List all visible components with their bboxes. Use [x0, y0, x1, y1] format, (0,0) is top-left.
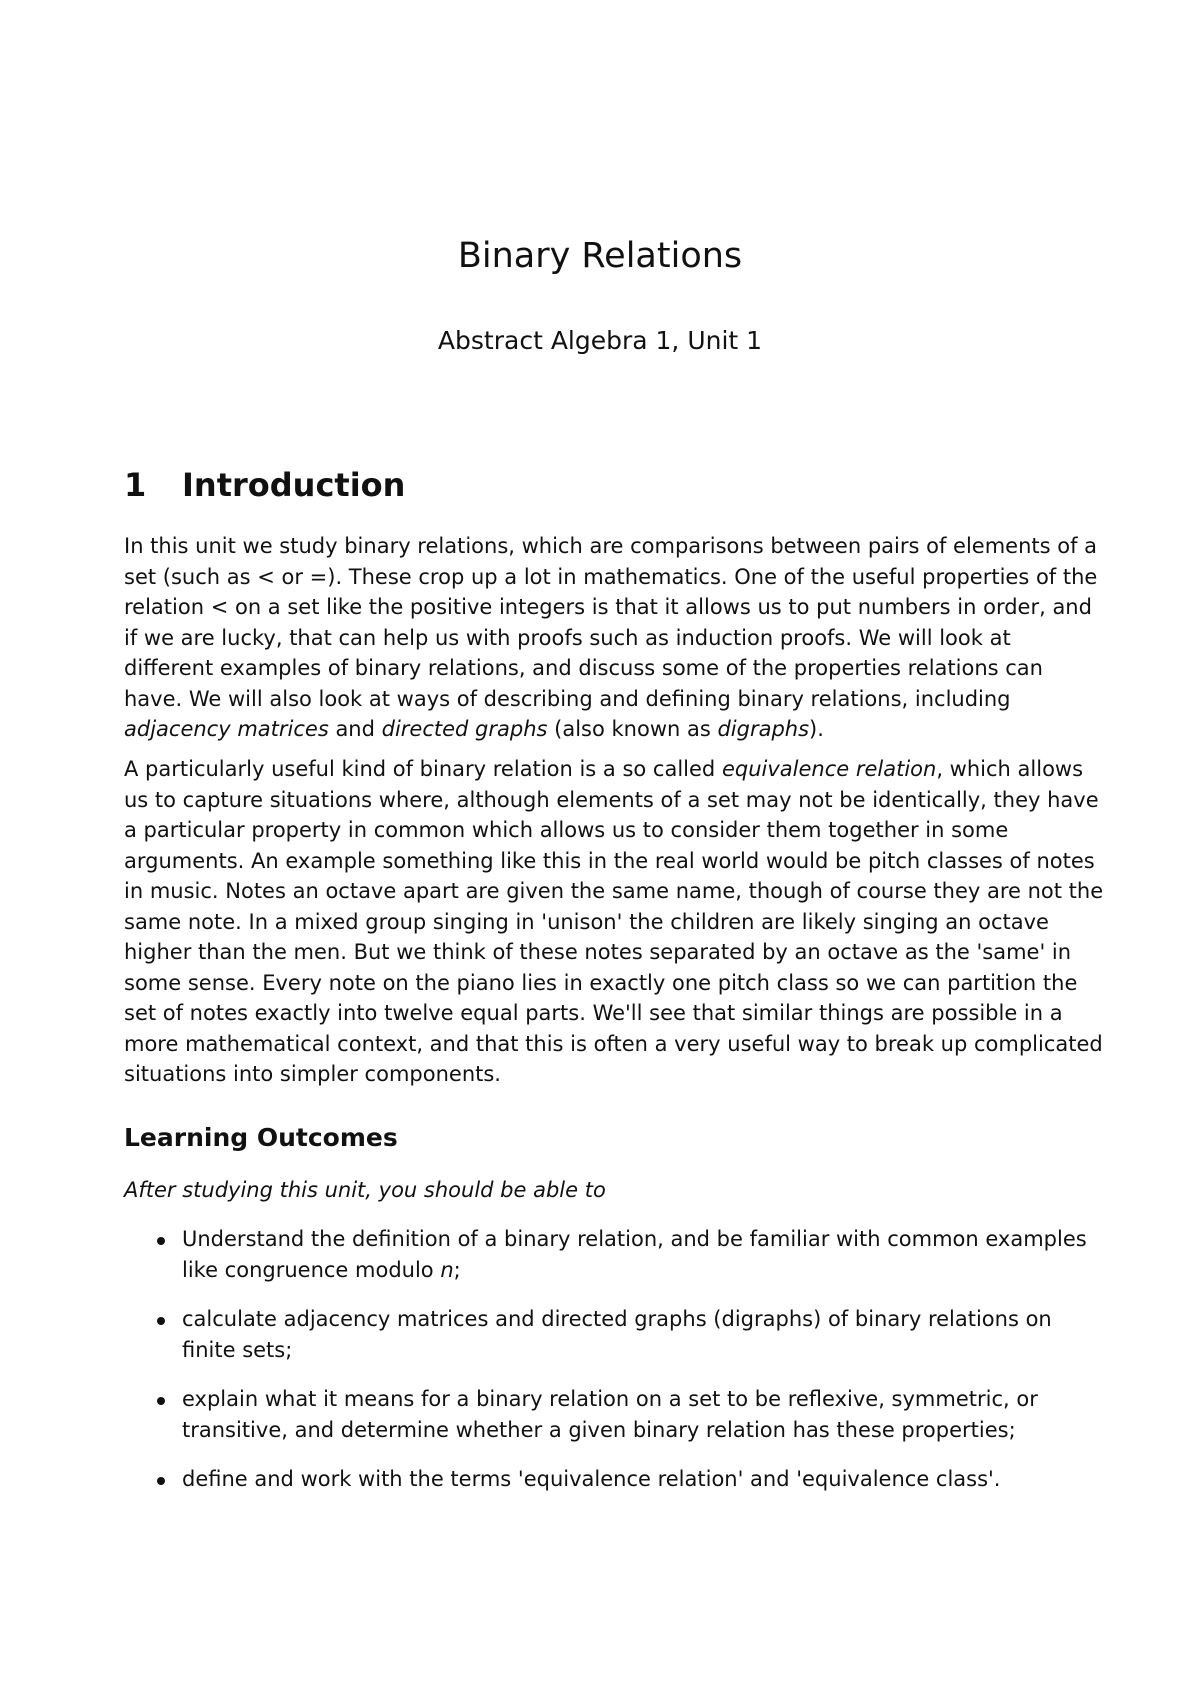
section-title: Introduction: [182, 466, 406, 504]
document-subtitle: Abstract Algebra 1, Unit 1: [437, 326, 763, 355]
learning-outcomes-list: [124, 1224, 1104, 1514]
section-heading: [124, 466, 405, 504]
paragraph-text: ).: [809, 717, 824, 741]
bullet-icon: [157, 1237, 165, 1245]
list-item: [124, 1304, 1104, 1365]
bullet-icon: [157, 1477, 165, 1485]
list-item-text: define and work with the terms 'equivalence relation' and 'equivalence class'.: [182, 1467, 1001, 1491]
paragraph-text: In this unit we study binary relations, which are comparisons between pairs of elements of a set (such as < or =). These crop up a lot in mathematics. One of the useful properties of the relation < on a set like the positive integers is that it allows us to put numbers in order, and if we are lucky, that can help us with proofs such as induction proofs. We will look at different examples of binary relations, and discuss some of the properties relations can have. We will also look at ways of describing and defining binary relations, including: [124, 534, 1098, 711]
paragraph-text: , which allows us to capture situations where, although elements of a set may not be identically, they have a particular property in common which allows us to consider them together in some arguments. An example something like this in the real world would be pitch classes of notes in music. Notes an octave apart are given the same name, though of course they are not the same note. In a mixed group singing in 'unison' the children are likely singing an octave higher than the men. But we think of these notes separated by an octave as the 'same' in some sense. Every note on the piano lies in exactly one pitch class so we can partition the set of notes exactly into twelve equal parts. We'll see that similar things are possible in a more mathematical context, and that this is often a very useful way to break up complicated situations into simpler components.: [124, 757, 1104, 1086]
emphasis-term: equivalence relation: [721, 757, 937, 781]
list-item-text: calculate adjacency matrices and directed graphs (digraphs) of binary relations on finite sets;: [182, 1307, 1052, 1362]
document-title: Binary Relations: [457, 236, 743, 276]
section-number: 1: [124, 466, 147, 504]
list-item-text: Understand the definition of a binary relation, and be familiar with common examples like congruence modulo: [182, 1227, 1087, 1282]
list-item: [124, 1464, 1104, 1495]
emphasis-term: directed graphs: [381, 717, 548, 741]
list-item-text: explain what it means for a binary relation on a set to be reflexive, symmetric, or transitive, and determine whether a given binary relation has these properties;: [182, 1387, 1038, 1442]
paragraph-text: (also known as: [547, 717, 718, 741]
bullet-icon: [157, 1397, 165, 1405]
list-item: [124, 1384, 1104, 1445]
math-variable: n: [440, 1257, 454, 1282]
bullet-icon: [157, 1317, 165, 1325]
emphasis-term: digraphs: [717, 717, 810, 741]
learning-outcomes-intro: After studying this unit, you should be able to: [124, 1178, 606, 1202]
list-item-text: ;: [453, 1257, 461, 1282]
list-item: [124, 1224, 1104, 1285]
intro-paragraph-1: [124, 531, 1104, 745]
learning-outcomes-heading: Learning Outcomes: [124, 1123, 398, 1152]
paragraph-text: and: [328, 717, 382, 741]
intro-paragraph-2: [124, 754, 1104, 1090]
emphasis-term: adjacency matrices: [124, 717, 329, 741]
paragraph-text: A particularly useful kind of binary relation is a so called: [124, 757, 722, 781]
